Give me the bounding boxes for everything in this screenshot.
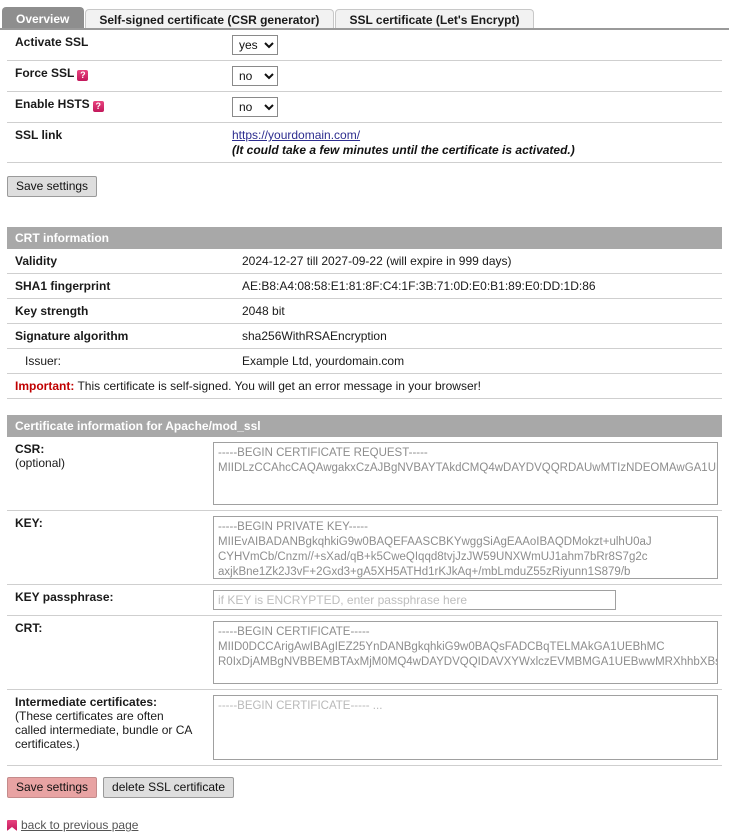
tab-self-signed-certificate[interactable]	[85, 9, 334, 30]
crt-information-table	[7, 249, 722, 399]
back-arrow-icon	[7, 820, 17, 831]
table-row-important-notice	[7, 374, 722, 399]
key-passphrase-label: KEY passphrase:	[15, 590, 114, 604]
label-force-ssl	[7, 61, 224, 92]
crt-information-header: CRT information	[7, 227, 722, 249]
table-row-activate-ssl	[7, 30, 722, 61]
tab-bar-underline	[0, 28, 729, 30]
crt-textarea-wrap	[213, 621, 718, 684]
tab-strip	[0, 3, 729, 30]
label-sha1-fingerprint: SHA1 fingerprint	[15, 279, 111, 293]
intermediate-sublabel-line1: (These certificates are often	[15, 709, 164, 723]
csr-textarea-wrap	[213, 442, 718, 505]
enable-hsts-label: Enable HSTS	[15, 97, 90, 111]
force-ssl-select[interactable]	[232, 66, 278, 86]
enable-hsts-select[interactable]	[232, 97, 278, 117]
intermediate-label: Intermediate certificates:	[15, 695, 158, 709]
value-validity: 2024-12-27 till 2027-09-22 (will expire in 999 days)	[242, 254, 512, 268]
table-row-key-passphrase	[7, 585, 722, 616]
value-key-strength: 2048 bit	[242, 304, 285, 318]
important-label: Important:	[15, 379, 75, 393]
field-key	[205, 511, 722, 585]
table-row-force-ssl	[7, 61, 722, 92]
crt-textarea[interactable]	[213, 621, 718, 684]
value-signature-algorithm: sha256WithRSAEncryption	[242, 329, 387, 343]
label-signature-algorithm: Signature algorithm	[15, 329, 129, 343]
important-text: This certificate is self-signed. You will get an error message in your browser!	[74, 379, 481, 393]
crt-label: CRT:	[15, 621, 43, 635]
bottom-button-row	[7, 777, 729, 798]
tab-ssl-certificate-label: SSL certificate (Let's Encrypt)	[349, 13, 520, 27]
table-row-crt	[7, 616, 722, 690]
label-enable-hsts	[7, 92, 224, 123]
tab-self-signed-certificate-label: Self-signed certificate (CSR generator)	[99, 13, 320, 27]
intermediate-certificates-textarea[interactable]	[213, 695, 718, 760]
back-to-previous-page-link[interactable]: back to previous page	[21, 818, 139, 832]
certificate-information-section	[7, 415, 722, 766]
table-row-signature-algorithm	[7, 324, 722, 349]
ssl-settings-section	[7, 30, 722, 163]
tab-overview[interactable]	[2, 7, 84, 30]
help-icon-force-ssl[interactable]: ?	[77, 70, 88, 81]
tab-ssl-certificate-lets-encrypt[interactable]	[335, 9, 534, 30]
table-row-sha1-fingerprint	[7, 274, 722, 299]
csr-sublabel: (optional)	[15, 456, 66, 470]
field-intermediate-certificates	[205, 690, 722, 766]
value-issuer: Example Ltd, yourdomain.com	[242, 354, 405, 368]
field-force-ssl	[224, 61, 722, 92]
delete-ssl-certificate-button[interactable]: delete SSL certificate	[103, 777, 234, 798]
key-label: KEY:	[15, 516, 43, 530]
label-crt	[7, 616, 205, 690]
field-crt	[205, 616, 722, 690]
tab-bar	[0, 3, 729, 30]
label-ssl-link	[7, 123, 224, 163]
important-notice	[7, 374, 722, 399]
spacer-after-top-save	[0, 197, 729, 227]
field-csr	[205, 437, 722, 511]
crt-information-section	[7, 227, 722, 399]
value-sha1-fingerprint: AE:B8:A4:08:58:E1:81:8F:C4:1F:3B:71:0D:E0:B1:89:E0:DD:1D:86	[242, 279, 596, 293]
table-row-issuer	[7, 349, 722, 374]
activate-ssl-label: Activate SSL	[15, 35, 89, 49]
intermediate-sublabel-line3: certificates.)	[15, 737, 80, 751]
intermediate-sublabel-line2: called intermediate, bundle or CA	[15, 723, 193, 737]
table-row-key	[7, 511, 722, 585]
table-row-validity	[7, 249, 722, 274]
ssl-link-anchor[interactable]: https://yourdomain.com/	[232, 128, 361, 142]
csr-textarea[interactable]	[213, 442, 718, 505]
table-row-csr	[7, 437, 722, 511]
field-activate-ssl	[224, 30, 722, 61]
label-intermediate-certificates	[7, 690, 205, 766]
tab-overview-label: Overview	[16, 12, 70, 26]
label-csr	[7, 437, 205, 511]
field-key-passphrase	[205, 585, 722, 616]
footer-back-row	[7, 818, 729, 832]
key-textarea[interactable]	[213, 516, 718, 579]
ssl-link-note: (It could take a few minutes until the certificate is activated.)	[232, 143, 575, 157]
top-button-row	[7, 176, 729, 197]
table-row-intermediate-certificates	[7, 690, 722, 766]
csr-label: CSR:	[15, 442, 45, 456]
ssl-link-label: SSL link	[15, 128, 63, 142]
save-settings-button-top[interactable]: Save settings	[7, 176, 97, 197]
table-row-key-strength	[7, 299, 722, 324]
force-ssl-label: Force SSL	[15, 66, 75, 80]
ssl-settings-table	[7, 30, 722, 163]
activate-ssl-select[interactable]	[232, 35, 278, 55]
label-key-passphrase	[7, 585, 205, 616]
key-textarea-wrap	[213, 516, 718, 579]
table-row-ssl-link	[7, 123, 722, 163]
table-row-enable-hsts	[7, 92, 722, 123]
label-key-strength: Key strength	[15, 304, 89, 318]
spacer-before-cert-form	[0, 399, 729, 415]
field-ssl-link	[224, 123, 722, 163]
key-passphrase-input[interactable]	[213, 590, 616, 610]
label-key	[7, 511, 205, 585]
label-activate-ssl	[7, 30, 224, 61]
save-settings-button-bottom[interactable]: Save settings	[7, 777, 97, 798]
certificate-information-header: Certificate information for Apache/mod_ssl	[7, 415, 722, 437]
certificate-information-table	[7, 437, 722, 766]
label-validity: Validity	[15, 254, 58, 268]
help-icon-enable-hsts[interactable]: ?	[93, 101, 104, 112]
field-enable-hsts	[224, 92, 722, 123]
label-issuer: Issuer:	[25, 354, 62, 368]
